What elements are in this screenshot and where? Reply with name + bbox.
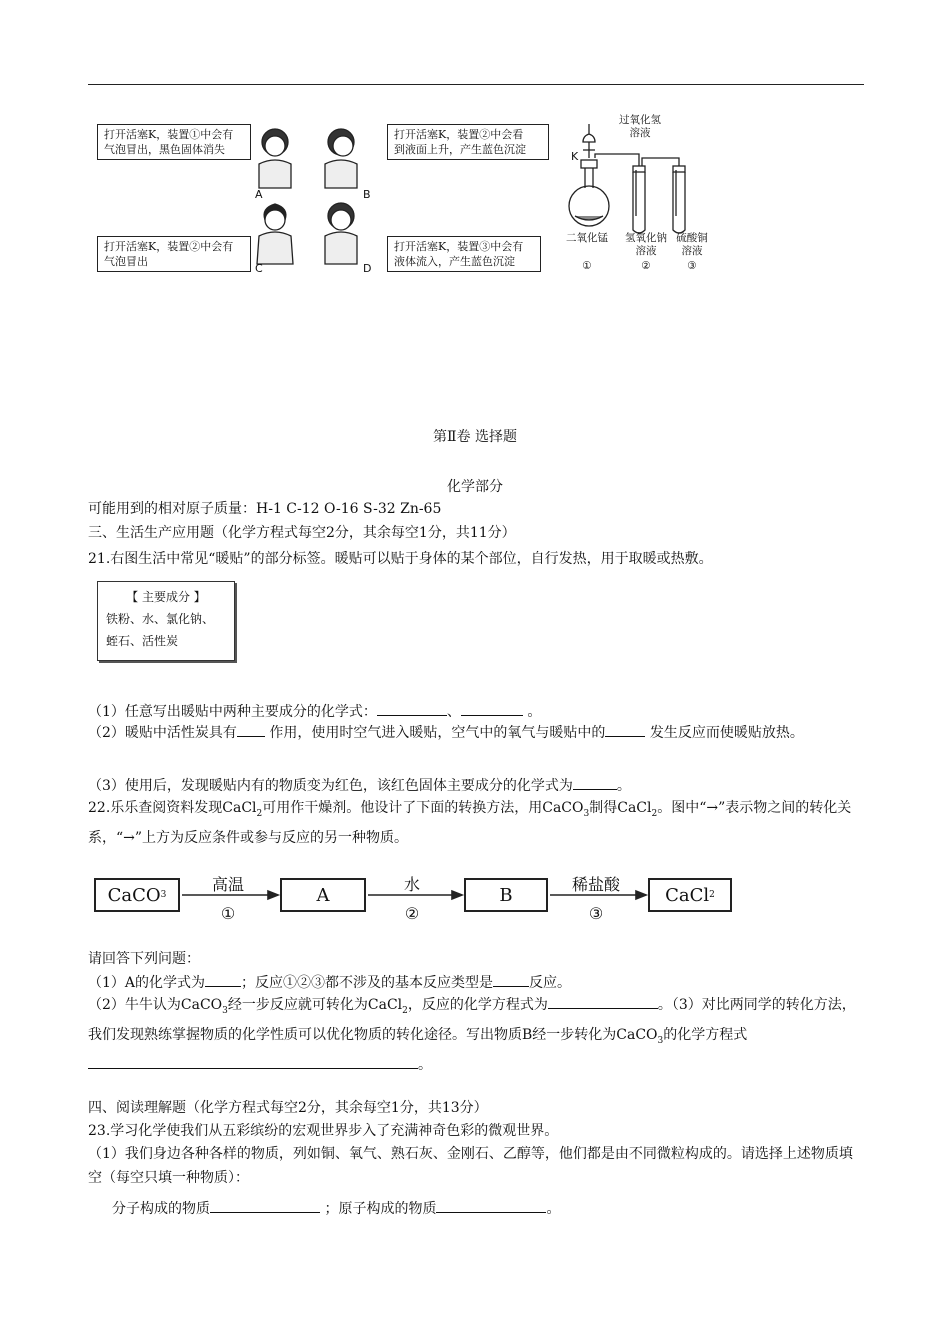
- label-a: A: [255, 188, 263, 201]
- vessel-number-1: ①: [582, 260, 592, 272]
- label-c: C: [255, 262, 263, 275]
- ingredients-heading: 【 主要成分 】: [126, 590, 206, 604]
- vessel-number-2: ②: [641, 260, 651, 272]
- answer-blank[interactable]: [548, 994, 658, 1009]
- label-b: B: [363, 188, 371, 201]
- valve-k-label: K: [571, 150, 579, 163]
- section-title: 第Ⅱ卷 选择题: [433, 429, 517, 445]
- chem-title: 化学部分: [447, 479, 503, 495]
- part3-heading: 三、生活生产应用题（化学方程式每空2分，其余每空1分，共11分）: [88, 525, 516, 541]
- flow-box-cacl2: CaCl 2: [648, 878, 732, 912]
- flow-step-2: ②: [404, 904, 420, 923]
- label-d: D: [363, 262, 372, 275]
- answer-blank[interactable]: [461, 701, 523, 716]
- answer-blank[interactable]: [573, 775, 617, 790]
- flow-box-caco3: CaCO 3: [94, 878, 180, 912]
- ingredients-label-box: [97, 581, 235, 661]
- q22-part2: （2）牛牛认为CaCO$_3$经一步反应就可转化为CaCl$_2$，反应的化学方程式为 。（3）对比两同学的转化方法，我们发现熟练掌握物质的化学性质可以优化物质的转化途径。写出物质B经一步转化为CaCO$_3$的化学方程式。: [88, 993, 864, 1077]
- experiment-figure: [95, 110, 715, 280]
- hydrogen-peroxide-label: 过氧化氢 溶液: [619, 114, 661, 139]
- flow-step-3: ③: [588, 904, 604, 923]
- q21-part3: （3）使用后，发现暖贴内有的物质变为红色，该红色固体主要成分的化学式为 。: [88, 775, 631, 796]
- q21-stem: 21.右图生活中常见“暖贴”的部分标签。暖贴可以贴于身体的某个部位，自行发热，用于取暖或热敷。: [88, 551, 713, 567]
- q23-part1: （1）我们身边各种各样的物质，列如铜、氧气、熟石灰、金刚石、乙醇等，他们都是由不同微粒构成的。请选择上述物质填空（每空只填一种物质）：: [88, 1146, 853, 1186]
- vessel-label-3: 硫酸铜 溶液: [676, 232, 708, 257]
- q21-part2: （2）暖贴中活性炭具有 作用，使用时空气进入暖贴，空气中的氧气与暖贴中的 发生反应而使暖贴放热。: [88, 721, 864, 745]
- q23-stem: 23.学习化学使我们从五彩缤纷的宏观世界步入了充满神奇色彩的微观世界。: [88, 1123, 559, 1139]
- speech-bubble-c: 打开活塞K，装置②中会有 气泡冒出: [97, 236, 251, 272]
- answer-blank[interactable]: [88, 1054, 418, 1069]
- answer-blank[interactable]: [493, 972, 529, 987]
- atomic-mass-line: 可能用到的相对原子质量：H-1 C-12 O-16 S-32 Zn-65: [88, 501, 442, 517]
- q22-stem: 22.乐乐查阅资料发现CaCl$_2$可用作干燥剂。他设计了下面的转换方法，用CaCO$_3$制得CaCl$_2$。图中“→”表示物之间的转化关系，“→”上方为反应条件或参与反应的另一种物质。: [88, 800, 852, 846]
- flow-condition-2: 水: [403, 875, 420, 894]
- speech-bubble-d: 打开活塞K，装置③中会有 液体流入，产生蓝色沉淀: [387, 236, 541, 272]
- flow-box-b: B: [464, 878, 548, 912]
- vessel-label-2: 氢氧化钠 溶液: [625, 232, 667, 257]
- q22-prompt: 请回答下列问题：: [88, 951, 200, 967]
- q21-part1: （1）任意写出暖贴中两种主要成分的化学式： 、 。: [88, 701, 541, 722]
- header-rule: [88, 84, 864, 85]
- conversion-flow-diagram: [92, 870, 742, 930]
- speech-bubble-a: 打开活塞K，装置①中会有 气泡冒出，黑色固体消失: [97, 124, 251, 160]
- answer-blank[interactable]: [237, 722, 265, 737]
- vessel-number-3: ③: [687, 260, 697, 272]
- answer-blank[interactable]: [377, 701, 447, 716]
- vessel-label-1: 二氧化锰: [566, 232, 608, 244]
- answer-blank[interactable]: [605, 722, 645, 737]
- answer-blank[interactable]: [436, 1198, 546, 1213]
- q22-part1: （1）A的化学式为 ；反应①②③都不涉及的基本反应类型是 反应。: [88, 972, 571, 993]
- flow-step-1: ①: [220, 904, 236, 923]
- ingredients-line-1: 铁粉、水、氯化钠、: [106, 612, 215, 626]
- answer-blank[interactable]: [210, 1198, 320, 1213]
- speech-bubble-b: 打开活塞K，装置②中会看 到液面上升，产生蓝色沉淀: [387, 124, 549, 160]
- answer-blank[interactable]: [205, 972, 241, 987]
- flow-condition-3: 稀盐酸: [571, 875, 620, 894]
- flow-condition-1: 高温: [211, 875, 244, 894]
- part4-heading: 四、阅读理解题（化学方程式每空2分，其余每空1分，共13分）: [88, 1100, 488, 1116]
- q23-fill-line: 分子构成的物质 ；原子构成的物质 。: [112, 1198, 560, 1219]
- ingredients-line-2: 蛭石、活性炭: [106, 634, 179, 648]
- flow-box-a: A: [280, 878, 366, 912]
